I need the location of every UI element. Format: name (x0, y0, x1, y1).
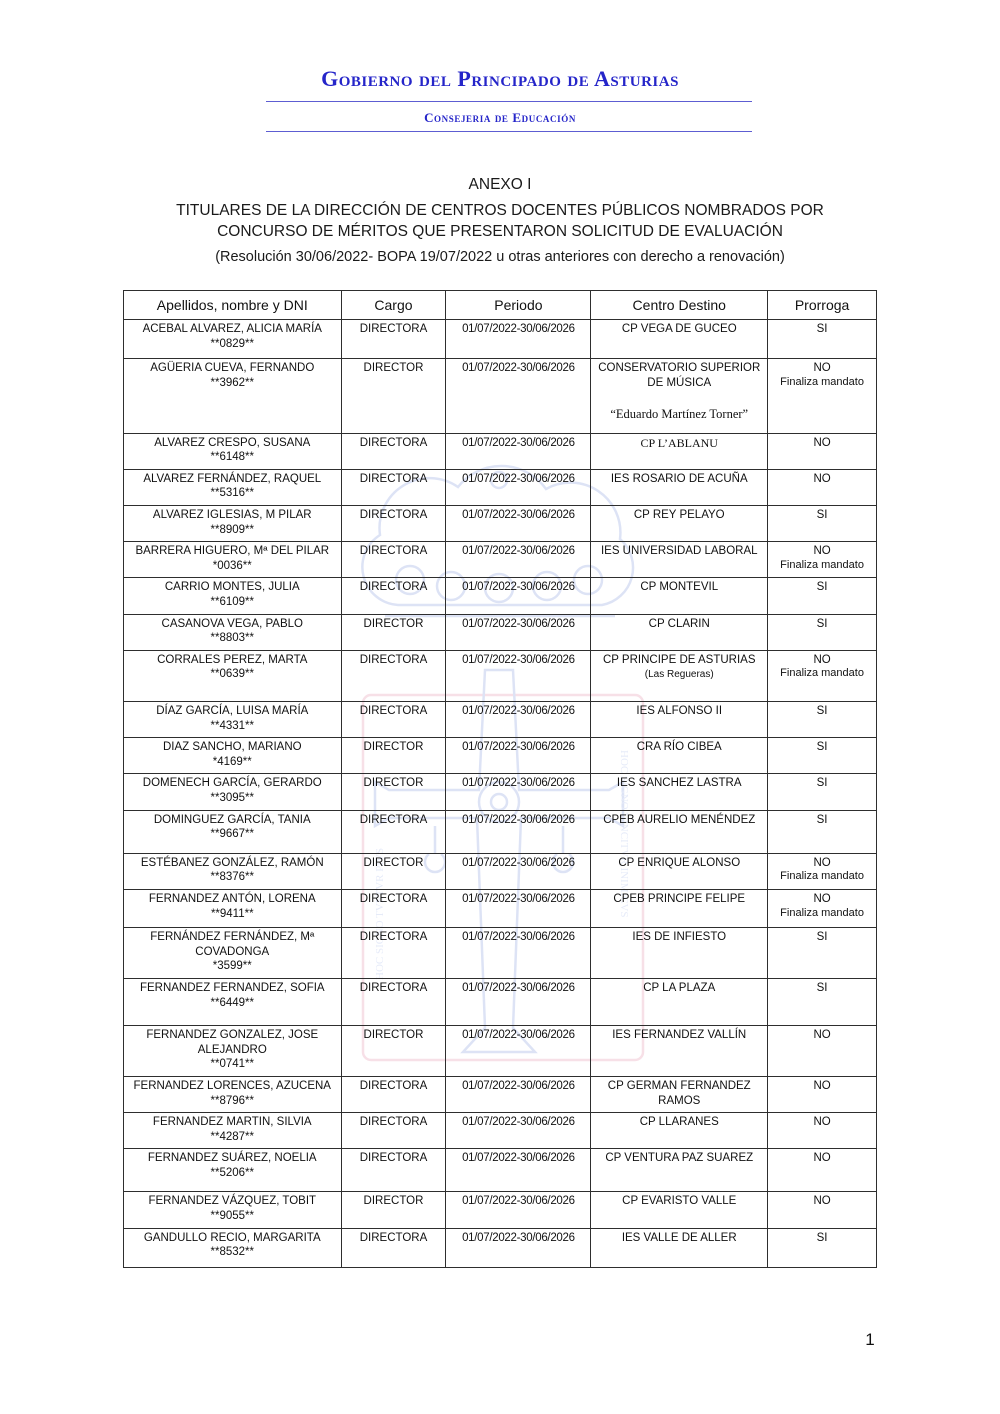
table-row (124, 853, 877, 889)
cell-prorroga (768, 810, 877, 853)
person-name: GANDULLO RECIO, MARGARITA (143, 1231, 321, 1244)
centro-name: CP PRINCIPE DE ASTURIAS (Las Regueras) (602, 653, 756, 681)
table-row (124, 978, 877, 1025)
person-dni: **4287** (210, 1130, 254, 1143)
prorroga-value: NO (813, 1079, 831, 1092)
centro-name: CP ENRIQUE ALONSO (618, 856, 741, 869)
cell-centro (591, 1192, 768, 1228)
table-row (124, 928, 877, 979)
person-dni: *0036** (212, 559, 252, 572)
cell-prorroga (768, 578, 877, 614)
centro-name: CP MONTEVIL (640, 581, 719, 594)
cell-periodo: 01/07/2022-30/06/2026 (446, 774, 591, 810)
cell-centro (591, 433, 768, 469)
cell-apellidos (124, 1113, 342, 1149)
cell-centro (591, 578, 768, 614)
cell-centro (591, 320, 768, 359)
centro-name: CP L’ABLANU (640, 435, 718, 450)
cell-prorroga (768, 889, 877, 927)
cell-centro (591, 1113, 768, 1149)
person-name: FERNANDEZ FERNANDEZ, SOFIA (139, 981, 325, 994)
cell-prorroga (768, 506, 877, 542)
cell-cargo: DIRECTORA (341, 889, 446, 927)
table-row (124, 1192, 877, 1228)
cell-cargo: DIRECTORA (341, 650, 446, 701)
cell-apellidos (124, 359, 342, 433)
cell-centro (591, 359, 768, 433)
person-dni: **8796** (210, 1094, 254, 1107)
cell-apellidos (124, 702, 342, 738)
department-title: Consejeria de Educación (424, 110, 576, 125)
person-dni: *4169** (212, 755, 252, 768)
cell-periodo: 01/07/2022-30/06/2026 (446, 359, 591, 433)
cell-centro (591, 1026, 768, 1077)
table-row (124, 320, 877, 359)
svg-text:HOC SIGNO TVETVR PIVS: HOC SIGNO TVETVR PIVS (374, 847, 386, 980)
cell-cargo: DIRECTORA (341, 810, 446, 853)
cell-periodo: 01/07/2022-30/06/2026 (446, 1113, 591, 1149)
annex-heading: ANEXO I (468, 176, 532, 193)
prorroga-note: Finaliza mandato (780, 667, 864, 680)
cell-cargo: DIRECTORA (341, 433, 446, 469)
prorroga-value: SI (816, 1231, 828, 1244)
table-header-row (124, 291, 877, 320)
person-name: AGÜERIA CUEVA, FERNANDO (150, 362, 315, 375)
cell-prorroga (768, 1076, 877, 1112)
centro-name: CP VENTURA PAZ SUAREZ (605, 1152, 754, 1165)
table-row (124, 542, 877, 578)
cell-periodo: 01/07/2022-30/06/2026 (446, 889, 591, 927)
cell-prorroga (768, 1149, 877, 1192)
prorroga-value: NO (813, 362, 831, 375)
cell-periodo: 01/07/2022-30/06/2026 (446, 928, 591, 979)
prorroga-note: Finaliza mandato (780, 870, 864, 883)
cell-cargo: DIRECTOR (341, 359, 446, 433)
centro-name: IES DE INFIESTO (632, 931, 727, 944)
cell-centro (591, 506, 768, 542)
cell-periodo: 01/07/2022-30/06/2026 (446, 433, 591, 469)
person-name: BARRERA HIGUERO, Mª DEL PILAR (135, 545, 330, 558)
cell-apellidos (124, 320, 342, 359)
table-row (124, 506, 877, 542)
prorroga-value: SI (816, 581, 828, 594)
table-row (124, 1228, 877, 1267)
cell-periodo: 01/07/2022-30/06/2026 (446, 1149, 591, 1192)
table-row (124, 702, 877, 738)
cell-centro (591, 853, 768, 889)
government-title: Gobierno del Principado de Asturias (321, 66, 679, 91)
col-header-periodo: Periodo (446, 291, 591, 320)
prorroga-value: NO (813, 1116, 831, 1129)
table-row (124, 1113, 877, 1149)
cell-centro (591, 702, 768, 738)
cell-cargo: DIRECTOR (341, 614, 446, 650)
cell-apellidos (124, 889, 342, 927)
cell-prorroga (768, 978, 877, 1025)
table-row (124, 1149, 877, 1192)
cell-centro (591, 650, 768, 701)
person-name: CORRALES PEREZ, MARTA (157, 653, 308, 666)
letterhead-divider-bottom (266, 131, 752, 132)
centro-name: IES SANCHEZ LASTRA (616, 777, 742, 790)
person-dni: **3095** (210, 792, 254, 804)
person-name: FERNÁNDEZ FERNÁNDEZ, Mª COVADONGA (150, 931, 315, 958)
prorroga-value: NO (813, 1029, 831, 1042)
cell-cargo: DIRECTOR (341, 853, 446, 889)
table-row (124, 614, 877, 650)
svg-text:HOC SIGNO VINCITVR INIMICVS: HOC SIGNO VINCITVR INIMICVS (618, 750, 630, 918)
person-name: FERNANDEZ ANTÓN, LORENA (148, 892, 316, 905)
table-row (124, 738, 877, 774)
prorroga-value: SI (816, 705, 828, 718)
person-name: FERNANDEZ GONZALEZ, JOSE ALEJANDRO (146, 1029, 319, 1056)
cell-periodo: 01/07/2022-30/06/2026 (446, 702, 591, 738)
cell-centro (591, 738, 768, 774)
table-row (124, 578, 877, 614)
prorroga-value: SI (816, 741, 828, 754)
person-name: DIAZ SANCHO, MARIANO (162, 741, 302, 754)
cell-periodo: 01/07/2022-30/06/2026 (446, 578, 591, 614)
cell-apellidos (124, 810, 342, 853)
table-row (124, 810, 877, 853)
cell-apellidos (124, 506, 342, 542)
person-dni: **0829** (210, 337, 254, 350)
cell-centro (591, 1076, 768, 1112)
person-name: FERNANDEZ SUÁREZ, NOELIA (147, 1152, 317, 1165)
cell-cargo: DIRECTORA (341, 578, 446, 614)
col-header-centro: Centro Destino (591, 291, 768, 320)
cell-cargo: DIRECTORA (341, 702, 446, 738)
cell-apellidos (124, 650, 342, 701)
cell-prorroga (768, 1228, 877, 1267)
cell-prorroga (768, 702, 877, 738)
person-name: CARRIO MONTES, JULIA (164, 581, 300, 594)
person-name: ACEBAL ALVAREZ, ALICIA MARÍA (142, 323, 322, 335)
centro-name: IES ALFONSO II (636, 705, 723, 718)
cell-apellidos (124, 614, 342, 650)
cell-apellidos (124, 433, 342, 469)
cell-prorroga (768, 320, 877, 359)
cell-prorroga (768, 650, 877, 701)
cell-apellidos (124, 1149, 342, 1192)
person-dni: **6109** (210, 595, 254, 608)
prorroga-value: NO (813, 892, 831, 905)
table-row (124, 774, 877, 810)
cell-apellidos (124, 578, 342, 614)
cell-apellidos (124, 738, 342, 774)
person-name: FERNANDEZ LORENCES, AZUCENA (133, 1079, 331, 1092)
centro-name: CP VEGA DE GUCEO (621, 323, 737, 335)
person-name: FERNANDEZ MARTIN, SILVIA (152, 1116, 312, 1129)
prorroga-value: SI (816, 813, 828, 826)
cell-centro (591, 774, 768, 810)
cell-periodo: 01/07/2022-30/06/2026 (446, 978, 591, 1025)
cell-cargo: DIRECTORA (341, 469, 446, 505)
centro-name: IES ROSARIO DE ACUÑA (610, 472, 748, 485)
cell-prorroga (768, 614, 877, 650)
cell-apellidos (124, 542, 342, 578)
prorroga-value: SI (816, 981, 828, 994)
centro-locality: (Las Regueras) (644, 669, 714, 681)
prorroga-note: Finaliza mandato (780, 558, 864, 571)
cell-periodo: 01/07/2022-30/06/2026 (446, 542, 591, 578)
table-row (124, 359, 877, 433)
cell-apellidos (124, 928, 342, 979)
person-dni: **3962** (210, 376, 254, 389)
person-dni: **6449** (210, 996, 254, 1009)
centro-name: CPEB PRINCIPE FELIPE (613, 892, 746, 905)
person-dni: **8376** (210, 871, 254, 884)
table-row (124, 469, 877, 505)
person-dni: **4331** (210, 719, 254, 732)
cell-cargo: DIRECTORA (341, 542, 446, 578)
cell-periodo: 01/07/2022-30/06/2026 (446, 810, 591, 853)
cell-prorroga (768, 1113, 877, 1149)
prorroga-value: NO (813, 653, 831, 666)
cell-prorroga (768, 469, 877, 505)
cell-periodo: 01/07/2022-30/06/2026 (446, 853, 591, 889)
prorroga-value: SI (816, 509, 828, 521)
prorroga-value: SI (816, 931, 828, 944)
cell-prorroga (768, 928, 877, 979)
person-dni: **9055** (210, 1210, 254, 1223)
prorroga-value: SI (816, 777, 828, 790)
cell-cargo: DIRECTORA (341, 1149, 446, 1192)
cell-apellidos (124, 1228, 342, 1267)
prorroga-value: NO (813, 472, 831, 485)
table-row (124, 889, 877, 927)
col-header-prorroga: Prorroga (768, 291, 877, 320)
cell-apellidos (124, 1192, 342, 1228)
cell-centro (591, 978, 768, 1025)
cell-periodo: 01/07/2022-30/06/2026 (446, 1076, 591, 1112)
cell-prorroga (768, 1192, 877, 1228)
person-dni: **0741** (210, 1058, 254, 1071)
cell-periodo: 01/07/2022-30/06/2026 (446, 1192, 591, 1228)
cell-prorroga (768, 853, 877, 889)
cell-cargo: DIRECTOR (341, 774, 446, 810)
cell-centro (591, 810, 768, 853)
cell-prorroga (768, 359, 877, 433)
cell-periodo: 01/07/2022-30/06/2026 (446, 1026, 591, 1077)
centro-name: CRA RÍO CIBEA (636, 741, 722, 754)
cell-apellidos (124, 853, 342, 889)
person-name: DÍAZ GARCÍA, LUISA MARÍA (156, 705, 309, 718)
cell-periodo: 01/07/2022-30/06/2026 (446, 738, 591, 774)
cell-periodo: 01/07/2022-30/06/2026 (446, 506, 591, 542)
col-header-apellidos: Apellidos, nombre y DNI (124, 291, 342, 320)
cell-cargo: DIRECTORA (341, 1228, 446, 1267)
person-name: DOMENECH GARCÍA, GERARDO (142, 777, 322, 790)
person-dni: **5206** (210, 1166, 254, 1179)
centro-name: CP CLARIN (648, 617, 710, 630)
cell-apellidos (124, 1026, 342, 1077)
cell-centro (591, 614, 768, 650)
cell-cargo: DIRECTOR (341, 738, 446, 774)
cell-centro (591, 928, 768, 979)
cell-cargo: DIRECTOR (341, 1192, 446, 1228)
person-dni: *3599** (212, 960, 252, 973)
page-number: 1 (865, 1330, 875, 1349)
centro-name: CPEB AURELIO MENÉNDEZ (603, 813, 756, 826)
cell-prorroga (768, 1026, 877, 1077)
col-header-cargo: Cargo (341, 291, 446, 320)
cell-periodo: 01/07/2022-30/06/2026 (446, 320, 591, 359)
cell-periodo: 01/07/2022-30/06/2026 (446, 1228, 591, 1267)
person-name: ALVAREZ IGLESIAS, M PILAR (152, 509, 312, 521)
cell-periodo: 01/07/2022-30/06/2026 (446, 650, 591, 701)
person-dni: **0639** (210, 668, 254, 681)
prorroga-value: SI (816, 617, 828, 630)
cell-cargo: DIRECTORA (341, 1076, 446, 1112)
cell-apellidos (124, 469, 342, 505)
prorroga-value: SI (816, 323, 828, 335)
person-dni: **5316** (210, 487, 254, 500)
prorroga-note: Finaliza mandato (780, 906, 864, 919)
person-dni: **9667** (210, 828, 254, 841)
cell-apellidos (124, 774, 342, 810)
table-body (124, 320, 877, 1268)
centro-name: CP GERMAN FERNANDEZ RAMOS (607, 1079, 751, 1107)
centro-name: IES UNIVERSIDAD LABORAL (600, 545, 758, 558)
cell-centro (591, 542, 768, 578)
person-name: ALVAREZ CRESPO, SUSANA (154, 436, 311, 449)
cell-centro (591, 1228, 768, 1267)
person-dni: **8909** (210, 523, 254, 536)
cell-prorroga (768, 433, 877, 469)
centro-subname: “Eduardo Martínez Torner” (610, 407, 749, 422)
table-row (124, 1076, 877, 1112)
centro-name: CP LLARANES (639, 1116, 719, 1129)
resolution-subtitle: (Resolución 30/06/2022- BOPA 19/07/2022 u otras anteriores con derecho a renovación) (215, 249, 785, 265)
cell-centro (591, 1149, 768, 1192)
prorroga-value: NO (813, 545, 831, 558)
prorroga-value: NO (813, 1195, 831, 1208)
cell-cargo: DIRECTORA (341, 1113, 446, 1149)
letterhead-divider-top (266, 101, 752, 102)
cell-cargo: DIRECTORA (341, 978, 446, 1025)
document-title: TITULARES DE LA DIRECCIÓN DE CENTROS DOCENTES PÚBLICOS NOMBRADOS POR CONCURSO DE MÉRITOS QUE PRESENTARON SOLICITUD DE EVALUACIÓN (176, 202, 824, 241)
cell-prorroga (768, 774, 877, 810)
person-dni: **8803** (210, 632, 254, 645)
person-name: ALVAREZ FERNÁNDEZ, RAQUEL (143, 472, 322, 485)
cell-prorroga (768, 738, 877, 774)
person-name: DOMINGUEZ GARCÍA, TANIA (153, 813, 311, 826)
centro-name: IES FERNANDEZ VALLÍN (612, 1029, 747, 1042)
cell-apellidos (124, 978, 342, 1025)
cell-cargo: DIRECTORA (341, 928, 446, 979)
table-row (124, 1026, 877, 1077)
cell-cargo: DIRECTORA (341, 506, 446, 542)
prorroga-note: Finaliza mandato (780, 375, 864, 388)
person-dni: **9411** (210, 907, 254, 920)
person-name: FERNANDEZ VÁZQUEZ, TOBIT (148, 1195, 317, 1208)
cell-centro (591, 469, 768, 505)
centro-name: CONSERVATORIO SUPERIOR DE MÚSICA (598, 362, 761, 389)
cell-centro (591, 889, 768, 927)
cell-apellidos (124, 1076, 342, 1112)
cell-prorroga (768, 542, 877, 578)
cell-periodo: 01/07/2022-30/06/2026 (446, 469, 591, 505)
cell-periodo: 01/07/2022-30/06/2026 (446, 614, 591, 650)
table-row (124, 650, 877, 701)
person-dni: **8532** (210, 1246, 254, 1259)
centro-name: CP EVARISTO VALLE (622, 1195, 737, 1208)
prorroga-value: NO (813, 436, 831, 449)
cell-cargo: DIRECTORA (341, 320, 446, 359)
centro-name: IES VALLE DE ALLER (621, 1231, 737, 1244)
cell-cargo: DIRECTOR (341, 1026, 446, 1077)
person-name: CASANOVA VEGA, PABLO (161, 617, 303, 630)
centro-name: CP REY PELAYO (633, 509, 725, 521)
prorroga-value: NO (813, 1152, 831, 1165)
centro-name: CP LA PLAZA (643, 981, 716, 994)
person-dni: **6148** (210, 451, 254, 464)
person-name: ESTÉBANEZ GONZÁLEZ, RAMÓN (140, 856, 324, 869)
directors-table (123, 290, 877, 1268)
prorroga-value: NO (813, 856, 831, 869)
table-row (124, 433, 877, 469)
